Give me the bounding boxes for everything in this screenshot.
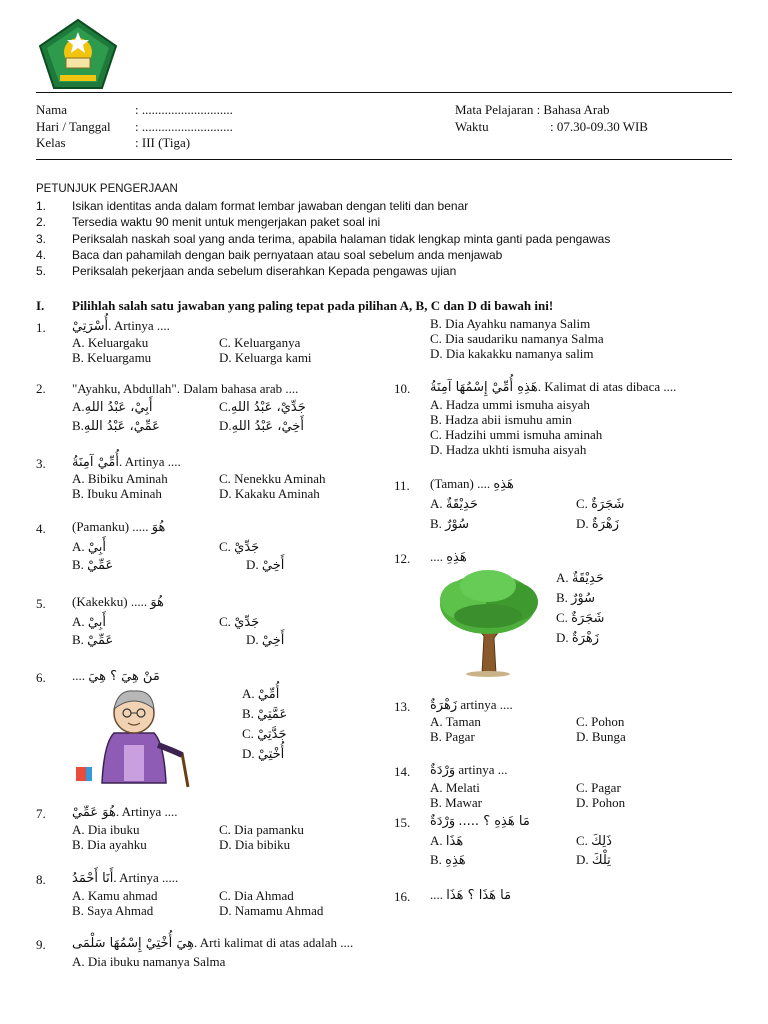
arabic-text: أَبِيْ، عَبْدُ اللهِ [84, 400, 153, 415]
arabic-text: أَنَا أَحْمَدُ [72, 871, 114, 886]
arabic-text: سُوْرٌ [445, 517, 470, 532]
option-letter: C. [242, 726, 254, 741]
option-b[interactable]: B. Mawar [430, 795, 482, 810]
arabic-text: زَهْرَةٌ [430, 698, 458, 713]
option-c[interactable] [556, 610, 604, 626]
instruction-text: Tersedia waktu 90 menit untuk mengerjakan paket soal ini [72, 215, 381, 229]
question-8-prompt [72, 870, 178, 886]
question-text: .... [430, 887, 443, 902]
question-number: 6. [36, 670, 46, 685]
grandmother-illustration [74, 683, 204, 789]
question-text: . Artinya .... [108, 318, 170, 333]
arabic-text: حَدِيْقَةٌ [445, 497, 478, 512]
option-letter: D. [219, 418, 232, 433]
arabic-text: أُمِّيْ [257, 687, 280, 702]
arabic-text: مَنْ هِيَ ؟ هِيَ [88, 669, 160, 684]
kemenag-logo [38, 18, 118, 90]
option-letter: C. [219, 614, 231, 629]
question-number: 14. [394, 764, 411, 779]
option-a[interactable] [72, 539, 106, 555]
question-number: 9. [36, 937, 46, 952]
option-c[interactable] [219, 614, 259, 630]
option-letter: C. [556, 610, 568, 625]
question-12-prompt [430, 549, 467, 565]
option-b[interactable]: B. Pagar [430, 729, 475, 744]
option-b[interactable]: B. Dia ayahku [72, 837, 147, 852]
question-text: (Taman) .... [430, 476, 491, 491]
arabic-text: هَذِهِ أُمِّيْ إِسْمُهَا آمِنَةُ [430, 380, 538, 395]
question-number: 10. [394, 381, 411, 396]
option-c[interactable] [242, 726, 287, 742]
kelas-value: : III (Tiga) [135, 135, 191, 150]
option-c[interactable]: C. Pagar [576, 780, 621, 795]
arabic-text: عَمَّتِيْ [257, 707, 288, 722]
option-letter: A. [72, 399, 85, 414]
arabic-text: أَبِيْ [87, 540, 106, 555]
arabic-text: عَمِّيْ [87, 558, 114, 573]
option-letter: B. [556, 590, 568, 605]
arabic-text: عَمِّيْ [87, 633, 114, 648]
option-a[interactable]: A. Keluargaku [72, 335, 149, 350]
instruction-number: 4. [36, 248, 47, 262]
option-letter: D. [576, 852, 589, 867]
option-d[interactable] [219, 418, 304, 434]
option-letter: D. [246, 557, 259, 572]
option-c[interactable]: C. Dia pamanku [219, 822, 304, 837]
question-number: 13. [394, 699, 411, 714]
option-d[interactable]: D. Namamu Ahmad [219, 903, 324, 918]
question-text: artinya .... [460, 697, 513, 712]
question-text: (Pamanku) ..... [72, 519, 149, 534]
option-d[interactable] [556, 630, 599, 646]
arabic-text: تِلْكَ [591, 853, 611, 868]
option-c[interactable]: C. Pohon [576, 714, 625, 729]
option-c[interactable]: C. Dia Ahmad [219, 888, 294, 903]
question-5-prompt [72, 594, 164, 610]
instruction-number: 3. [36, 232, 47, 246]
waktu-label: Waktu [455, 119, 489, 134]
option-c[interactable]: C. Keluarganya [219, 335, 301, 350]
question-number: 1. [36, 320, 46, 335]
option-letter: B. [430, 516, 442, 531]
option-d[interactable] [242, 746, 284, 762]
arabic-text: زَهْرَةٌ [571, 631, 600, 646]
arabic-text: أَبِيْ [87, 615, 106, 630]
option-d[interactable]: D. Bunga [576, 729, 626, 744]
arabic-text: عَمِّيْ، عَبْدُ اللهِ [83, 419, 160, 434]
question-text: .... [430, 549, 443, 564]
question-3-prompt [72, 454, 181, 470]
option-letter: B. [72, 632, 84, 647]
option-letter: B. [72, 557, 84, 572]
question-number: 12. [394, 551, 411, 566]
question-number: 3. [36, 456, 46, 471]
arabic-text: هَذِهِ [445, 853, 466, 868]
instruction-number: 5. [36, 264, 47, 278]
option-a[interactable] [72, 399, 153, 415]
option-letter: D. [576, 516, 589, 531]
arabic-text: أُخْتِيْ [257, 747, 285, 762]
nama-field[interactable]: : ............................ [135, 102, 233, 117]
question-text: . Arti kalimat di atas adalah .... [194, 935, 354, 950]
option-d[interactable]: D. Dia bibiku [219, 837, 291, 852]
arabic-text: هُوَ [150, 595, 164, 610]
instruction-text: Periksalah naskah soal yang anda terima, apabila halaman tidak lengkap minta ganti pada pengawas [72, 232, 611, 246]
arabic-text: هَذِهِ [493, 477, 514, 492]
question-number: 8. [36, 872, 46, 887]
option-c[interactable] [219, 539, 259, 555]
question-14-prompt [430, 762, 508, 778]
arabic-text: أُسْرَتِيْ [72, 319, 109, 334]
question-9-prompt [72, 935, 353, 951]
section-number: I. [36, 298, 45, 313]
option-b[interactable] [72, 557, 113, 573]
option-c[interactable]: C. Hadzihi ummi ismuha aminah [430, 427, 603, 442]
option-b[interactable]: B. Hadza abii ismuhu amin [430, 412, 572, 427]
arabic-text: أَخِيْ [261, 558, 285, 573]
kelas-label: Kelas [36, 135, 66, 150]
mapel-text: Mata Pelajaran : Bahasa Arab [455, 102, 610, 117]
instruction-number: 1. [36, 199, 47, 213]
option-c[interactable] [576, 833, 612, 849]
tree-illustration [432, 566, 544, 678]
arabic-text: ذَلِكَ [591, 834, 612, 849]
arabic-text: شَجَرَةٌ [591, 497, 625, 512]
option-c[interactable] [219, 399, 306, 415]
option-letter: C. [219, 539, 231, 554]
option-letter: A. [430, 833, 443, 848]
option-a[interactable]: A. Melati [430, 780, 480, 795]
option-a[interactable]: A. Dia ibuku [72, 822, 140, 837]
option-b[interactable] [72, 418, 160, 434]
question-text: . Kalimat di atas dibaca .... [537, 379, 677, 394]
question-text: artinya ... [458, 762, 508, 777]
option-a[interactable]: A. Bibiku Aminah [72, 471, 168, 486]
arabic-text: وَرْدَةٌ [430, 763, 456, 778]
option-letter: A. [430, 496, 443, 511]
header-top-rule [36, 92, 732, 93]
option-letter: C. [219, 399, 231, 414]
arabic-text: مَا هَذَا ؟ هَذَا [446, 888, 512, 903]
arabic-text: هُوَ [151, 520, 166, 535]
question-13-prompt [430, 697, 513, 713]
option-d[interactable]: D. Keluarga kami [219, 350, 312, 365]
question-text: . Artinya .... [119, 454, 181, 469]
question-number: 2. [36, 381, 46, 396]
arabic-text: جَدِّيْ [234, 540, 260, 555]
option-d[interactable]: D. Dia kakakku namanya salim [430, 346, 594, 361]
option-letter: B. [72, 418, 84, 433]
option-b[interactable]: B. Keluargamu [72, 350, 152, 365]
waktu-value: : 07.30-09.30 WIB [550, 119, 648, 134]
question-text: . Artinya .... [115, 804, 178, 819]
question-number: 4. [36, 521, 46, 536]
option-letter: A. [72, 539, 85, 554]
arabic-text: مَا هَذِهِ ؟ ..... [458, 814, 530, 829]
option-b[interactable] [430, 516, 469, 532]
instruction-text: Baca dan pahamilah dengan baik pernyataan atau soal sebelum anda menjawab [72, 248, 503, 262]
option-a[interactable]: A. Taman [430, 714, 481, 729]
instruction-number: 2. [36, 215, 47, 229]
option-a[interactable] [430, 833, 463, 849]
instructions-title: PETUNJUK PENGERJAAN [36, 183, 178, 195]
arabic-text: أُمِّيْ آمِنَةُ [72, 455, 120, 470]
option-a[interactable]: A. Kamu ahmad [72, 888, 158, 903]
question-4-prompt [72, 519, 165, 535]
question-text: .... [72, 668, 85, 683]
question-15-prompt [430, 813, 530, 829]
question-1-prompt [72, 318, 170, 334]
option-a[interactable]: A. Hadza ummi ismuha aisyah [430, 397, 590, 412]
hari-field[interactable]: : ............................ [135, 119, 233, 134]
option-letter: C. [576, 833, 588, 848]
question-number: 15. [394, 815, 411, 830]
option-letter: A. [242, 686, 255, 701]
arabic-text: هُوَ عَمِّيْ [72, 805, 116, 820]
question-number: 11. [394, 478, 410, 493]
option-a[interactable] [72, 614, 106, 630]
option-d[interactable] [246, 632, 284, 648]
hari-label: Hari / Tanggal [36, 119, 111, 134]
header-bottom-rule [36, 159, 732, 160]
question-6-prompt [72, 668, 160, 684]
option-b[interactable] [556, 590, 595, 606]
arabic-text: هَذَا [445, 834, 464, 849]
option-letter: A. [556, 570, 569, 585]
option-b[interactable]: B. Saya Ahmad [72, 903, 154, 918]
arabic-text: وَرْدَةٌ [430, 814, 456, 829]
arabic-text: جَدِّيْ، عَبْدُ اللهِ [230, 400, 306, 415]
question-text: "Ayahku, Abdullah". Dalam bahasa arab .... [72, 381, 299, 396]
option-a[interactable] [556, 570, 604, 586]
arabic-text: جَدِّيْ [234, 615, 260, 630]
option-d[interactable]: D. Kakaku Aminah [219, 486, 320, 501]
arabic-text: هَذِهِ [446, 550, 467, 565]
option-d[interactable]: D. Pohon [576, 795, 626, 810]
section-title: Pilihlah salah satu jawaban yang paling tepat pada pilihan A, B, C dan D di bawah ini! [72, 298, 554, 313]
question-number: 7. [36, 806, 46, 821]
instruction-text: Isikan identitas anda dalam format lembar jawaban dengan teliti dan benar [72, 199, 469, 213]
arabic-text: حَدِيْقَةٌ [571, 571, 604, 586]
option-c[interactable]: C. Dia saudariku namanya Salma [430, 331, 604, 346]
option-d[interactable] [576, 516, 619, 532]
arabic-text: شَجَرَةٌ [571, 611, 605, 626]
option-letter: D. [556, 630, 569, 645]
arabic-text: هِيَ أُخْتِيْ إِسْمُهَا سَلْمَى [72, 936, 195, 951]
option-a[interactable] [242, 686, 279, 702]
arabic-text: زَهْرَةٌ [591, 517, 620, 532]
option-a[interactable] [430, 496, 478, 512]
option-letter: A. [72, 614, 85, 629]
arabic-text: جَدَّتِيْ [257, 727, 287, 742]
question-text: (Kakekku) ..... [72, 594, 148, 609]
option-letter: B. [242, 706, 254, 721]
question-10-prompt [430, 379, 676, 395]
option-b[interactable] [72, 632, 113, 648]
option-b[interactable] [242, 706, 287, 722]
question-7-prompt [72, 804, 178, 820]
option-letter: D. [242, 746, 255, 761]
option-letter: D. [246, 632, 259, 647]
option-a[interactable]: A. Dia ibuku namanya Salma [72, 954, 226, 969]
instruction-text: Periksalah pekerjaan anda sebelum diserahkan Kepada pengawas ujian [72, 264, 457, 278]
option-b[interactable]: B. Dia Ayahku namanya Salim [430, 316, 591, 331]
option-b[interactable]: B. Ibuku Aminah [72, 486, 162, 501]
option-c[interactable]: C. Nenekku Aminah [219, 471, 326, 486]
question-text: . Artinya ..... [113, 870, 179, 885]
option-d[interactable] [576, 852, 611, 868]
option-letter: B. [430, 852, 442, 867]
question-number: 16. [394, 889, 411, 904]
arabic-text: أَخِيْ، عَبْدُ اللهِ [231, 419, 304, 434]
option-letter: C. [576, 496, 588, 511]
question-number: 5. [36, 596, 46, 611]
option-b[interactable] [430, 852, 466, 868]
option-d[interactable] [246, 557, 284, 573]
arabic-text: سُوْرٌ [571, 591, 596, 606]
question-16-prompt [430, 887, 511, 903]
question-11-prompt [430, 476, 514, 492]
arabic-text: أَخِيْ [261, 633, 285, 648]
option-d[interactable]: D. Hadza ukhti ismuha aisyah [430, 442, 587, 457]
option-c[interactable] [576, 496, 624, 512]
nama-label: Nama [36, 102, 68, 117]
